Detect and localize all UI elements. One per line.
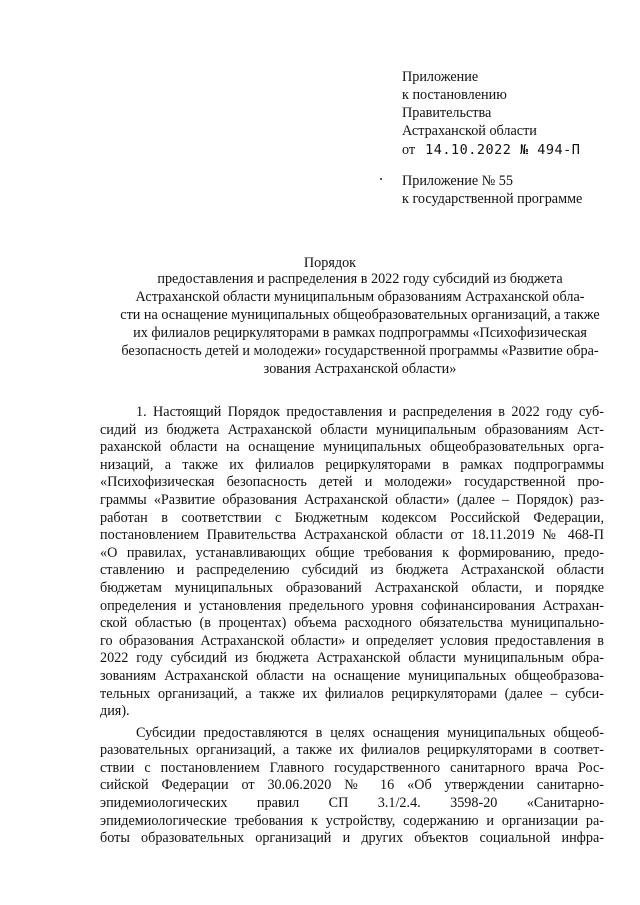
paragraph-line: 2022 году субсидий из бюджета Астраханской области муниципальным обра-	[100, 650, 604, 667]
paragraph-line: ставлению и распределению субсидий из бюджета Астраханской области	[100, 562, 604, 579]
paragraph-line: дия).	[100, 703, 130, 720]
paragraph-line: бюджетам муниципальных образований Астраханской области, и порядке	[100, 579, 604, 596]
paragraph-line: постановлением Правительства Астраханской области от 18.11.2019 № 468-П	[100, 527, 604, 544]
scan-speck	[380, 178, 382, 180]
paragraph-line: работан в соответствии с Бюджетным кодексом Российской Федерации,	[100, 509, 604, 526]
paragraph-line: определения и установления предельного уровня софинансирования Астрахан-	[100, 597, 604, 614]
appendix-block	[402, 172, 622, 208]
paragraph-line: ской областью (в процентах) объема расходного обязательства муниципально-	[100, 615, 604, 632]
approval-block	[402, 68, 622, 159]
document-title: Порядок	[303, 255, 357, 271]
document-body	[100, 404, 604, 848]
approval-line: Правительства	[402, 105, 492, 121]
paragraph-line: тельных организаций, а также их филиалов рециркуляторами (далее – субси-	[100, 685, 604, 702]
paragraph-line: низаций, а также их филиалов рециркуляторами в рамках подпрограммы	[100, 456, 604, 473]
registration-prefix: от	[402, 142, 416, 158]
paragraph-line: эпидемиологических правил СП 3.1/2.4. 3598-20 «Санитарно-	[100, 795, 604, 812]
subtitle-line: безопасность детей и молодежи» государственной программы «Развитие обра-	[121, 343, 599, 359]
paragraph-1	[100, 404, 604, 721]
appendix-line: к государственной программе	[402, 191, 583, 207]
subtitle-line: сти на оснащение муниципальных общеобразовательных организаций, а также	[120, 307, 600, 323]
registration-line	[402, 141, 622, 159]
paragraph-line: граммы «Развитие образования Астраханской области» (далее – Порядок) раз-	[100, 491, 604, 508]
paragraph-line: «О правилах, устанавливающих общие требования к формированию, предо-	[100, 544, 604, 561]
paragraph-2	[100, 725, 604, 848]
subtitle-line: зования Астраханской области»	[263, 361, 457, 377]
paragraph-line: «Психофизическая безопасность детей и молодежи» государственной про-	[100, 474, 604, 491]
document-subtitle	[116, 270, 604, 378]
paragraph-line: разовательных организаций, а также их филиалов рециркуляторами в соответ-	[100, 742, 604, 759]
approval-line: к постановлению	[402, 87, 507, 103]
approval-line: Приложение	[402, 69, 479, 85]
paragraph-line: ствии с постановлением Главного государственного санитарного врача Рос-	[100, 759, 604, 776]
subtitle-line: предоставления и распределения в 2022 году субсидий из бюджета	[157, 271, 563, 287]
paragraph-line: 1. Настоящий Порядок предоставления и распределения в 2022 году суб-	[136, 404, 604, 420]
paragraph-line: боты образовательных организаций и других объектов социальной инфра-	[100, 830, 604, 847]
subtitle-line: их филиалов рециркуляторами в рамках подпрограммы «Психофизическая	[133, 325, 587, 341]
paragraph-line: сийской Федерации от 30.06.2020 № 16 «Об утверждении санитарно-	[100, 777, 604, 794]
paragraph-line: сидий из бюджета Астраханской области муниципальным образованиям Аст-	[100, 421, 604, 438]
paragraph-line: Субсидии предоставляются в целях оснащения муниципальных общеоб-	[136, 724, 604, 741]
paragraph-line: эпидемиологические требования к устройству, содержанию и организации ра-	[100, 812, 604, 829]
paragraph-line: раханской области на оснащение муниципальных общеобразовательных орга-	[100, 439, 604, 456]
appendix-line: Приложение № 55	[402, 173, 513, 189]
approval-line: Астраханской области	[402, 123, 537, 139]
registration-number-stamp: 14.10.2022 № 494-П	[425, 142, 581, 158]
paragraph-line: го образования Астраханской области» и определяет условия предоставления в	[100, 632, 604, 649]
subtitle-line: Астраханской области муниципальным образованиям Астраханской обла-	[135, 289, 585, 305]
paragraph-line: зованиям Астраханской области на оснащение муниципальных общеобразова-	[100, 667, 604, 684]
